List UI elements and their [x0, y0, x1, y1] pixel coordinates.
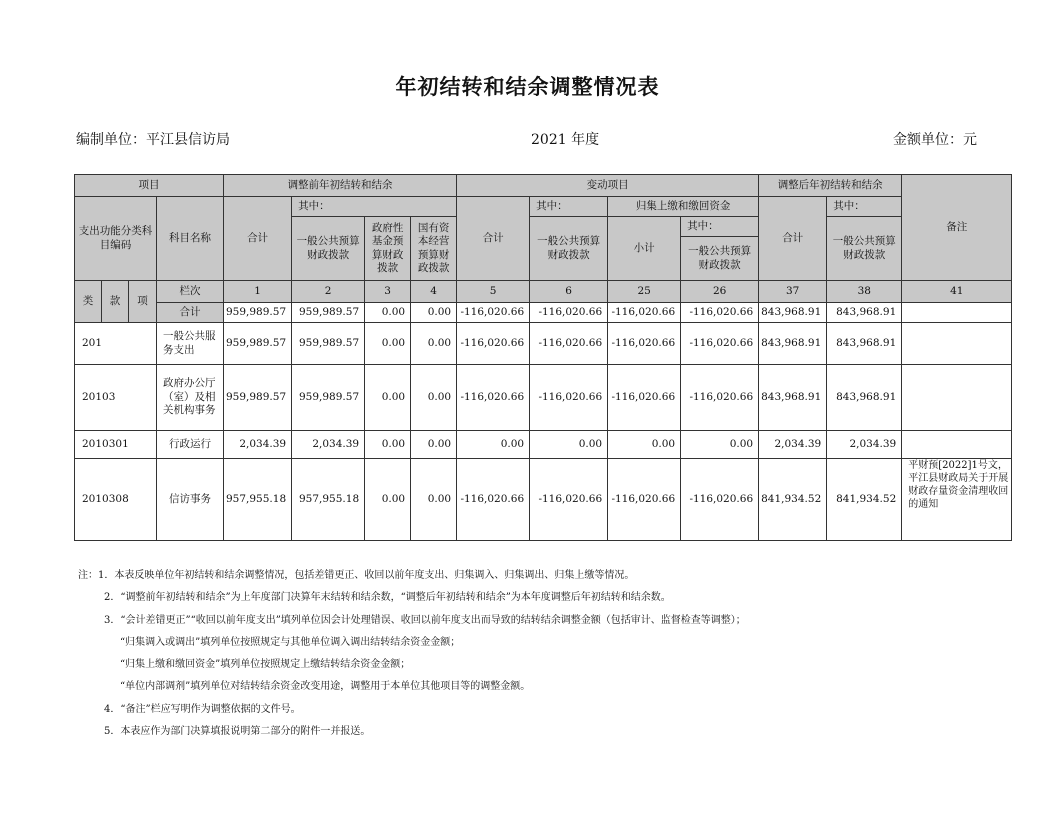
column-number: 5 — [457, 281, 530, 303]
row-subject-name: 一般公共服务支出 — [157, 323, 224, 365]
total-remark — [902, 303, 1012, 323]
row-value: 843,968.91 — [827, 323, 902, 365]
row-value: -116,020.66 — [681, 459, 759, 541]
note-line: 2．“调整前年初结转和结余”为上年度部门决算年末结转和结余数，“调整后年初结转和结余”为本年度调整后年初结转和结余数。 — [104, 592, 671, 604]
total-value: 843,968.91 — [827, 303, 902, 323]
row-subject-name: 行政运行 — [157, 431, 224, 459]
row-remark — [902, 365, 1012, 431]
compiling-unit: 编制单位：平江县信访局 — [76, 132, 230, 148]
row-value: 2,034.39 — [292, 431, 365, 459]
row-value: 0.00 — [530, 431, 608, 459]
row-value: -116,020.66 — [457, 323, 530, 365]
header-before-of-which: 其中： — [292, 197, 457, 217]
row-value: -116,020.66 — [530, 365, 608, 431]
note-line: 4．“备注”栏应写明作为调整依据的文件号。 — [104, 703, 301, 715]
row-value: 0.00 — [608, 431, 681, 459]
column-number: 25 — [608, 281, 681, 303]
row-value: -116,020.66 — [608, 459, 681, 541]
column-number: 26 — [681, 281, 759, 303]
note-line: “单位内部调剂”填列单位对结转结余资金改变用途，调整用于本单位其他项目等的调整金额。 — [120, 681, 531, 693]
header-gov-fund: 政府性基金预算财政拨款 — [365, 217, 411, 281]
row-value: 843,968.91 — [759, 365, 827, 431]
total-value: 0.00 — [411, 303, 457, 323]
header-subject-name: 科目名称 — [157, 197, 224, 281]
note-line: “归集上缴和缴回资金”填列单位按照规定上缴结转结余资金金额； — [120, 659, 411, 671]
currency-unit: 金额单位：元 — [893, 132, 977, 148]
row-value: 959,989.57 — [224, 365, 292, 431]
row-remark — [902, 323, 1012, 365]
header-return-general: 一般公共预算财政拨款 — [681, 237, 759, 281]
header-state-capital: 国有资本经营预算财政拨款 — [411, 217, 457, 281]
row-value: 959,989.57 — [292, 365, 365, 431]
row-value: 959,989.57 — [224, 323, 292, 365]
row-value: 0.00 — [411, 459, 457, 541]
page-title: 年初结转和结余调整情况表 — [395, 74, 660, 99]
row-value: 0.00 — [365, 459, 411, 541]
row-code: 20103 — [75, 365, 157, 431]
table-row — [75, 459, 1012, 541]
header-remark: 备注 — [902, 175, 1012, 281]
column-number: 38 — [827, 281, 902, 303]
row-code: 2010308 — [75, 459, 157, 541]
column-number: 6 — [530, 281, 608, 303]
total-value: 959,989.57 — [224, 303, 292, 323]
header-column-index-label: 栏次 — [157, 281, 224, 303]
row-value: -116,020.66 — [608, 323, 681, 365]
row-value: 957,955.18 — [224, 459, 292, 541]
row-value: 841,934.52 — [759, 459, 827, 541]
total-value: -116,020.66 — [457, 303, 530, 323]
header-after-total: 合计 — [759, 197, 827, 281]
header-change-of-which: 其中： — [530, 197, 608, 217]
header-return-subtotal: 小计 — [608, 217, 681, 281]
header-after-general: 一般公共预算财政拨款 — [827, 217, 902, 281]
row-value: 0.00 — [365, 431, 411, 459]
total-value: 843,968.91 — [759, 303, 827, 323]
row-value: 959,989.57 — [292, 323, 365, 365]
row-value: -116,020.66 — [608, 365, 681, 431]
header-before-adjustment: 调整前年初结转和结余 — [224, 175, 457, 197]
row-value: 0.00 — [411, 323, 457, 365]
total-value: 0.00 — [365, 303, 411, 323]
row-value: 0.00 — [411, 431, 457, 459]
row-value: 0.00 — [457, 431, 530, 459]
row-value: 0.00 — [681, 431, 759, 459]
row-remark — [902, 431, 1012, 459]
total-value: -116,020.66 — [530, 303, 608, 323]
column-number: 3 — [365, 281, 411, 303]
row-value: 843,968.91 — [759, 323, 827, 365]
total-label: 合计 — [157, 303, 224, 323]
header-return-funds: 归集上缴和缴回资金 — [608, 197, 759, 217]
header-change-total: 合计 — [457, 197, 530, 281]
adjustment-table — [74, 174, 1012, 541]
row-subject-name: 政府办公厅（室）及相关机构事务 — [157, 365, 224, 431]
row-value: 841,934.52 — [827, 459, 902, 541]
header-class-code: 支出功能分类科目编码 — [75, 197, 157, 281]
total-value: -116,020.66 — [608, 303, 681, 323]
total-row — [75, 303, 1012, 323]
header-before-total: 合计 — [224, 197, 292, 281]
row-value: 0.00 — [411, 365, 457, 431]
row-value: 2,034.39 — [759, 431, 827, 459]
row-value: -116,020.66 — [530, 323, 608, 365]
row-value: -116,020.66 — [457, 459, 530, 541]
header-xiang: 项 — [129, 281, 157, 323]
header-lei: 类 — [75, 281, 102, 323]
header-change-general: 一般公共预算财政拨款 — [530, 217, 608, 281]
notes-section — [78, 565, 1008, 743]
row-code: 201 — [75, 323, 157, 365]
row-value: 2,034.39 — [827, 431, 902, 459]
note-line: 3．“会计差错更正”“收回以前年度支出”填列单位因会计处理错误、收回以前年度支出而导致的结转结余调整金额（包括审计、监督检查等调整）； — [104, 614, 746, 626]
row-value: 957,955.18 — [292, 459, 365, 541]
table-row — [75, 323, 1012, 365]
header-item: 项目 — [75, 175, 224, 197]
column-number: 41 — [902, 281, 1012, 303]
total-value: 959,989.57 — [292, 303, 365, 323]
fiscal-year: 2021 年度 — [531, 132, 600, 148]
column-number: 4 — [411, 281, 457, 303]
row-value: 0.00 — [365, 365, 411, 431]
row-value: 843,968.91 — [827, 365, 902, 431]
header-kuan: 款 — [102, 281, 129, 323]
row-value: -116,020.66 — [530, 459, 608, 541]
header-change-items: 变动项目 — [457, 175, 759, 197]
row-remark: 平财预[2022]1号文，平江县财政局关于开展财政存量资金清理收回的通知 — [902, 459, 1012, 541]
row-value: -116,020.66 — [681, 323, 759, 365]
table-row — [75, 365, 1012, 431]
row-subject-name: 信访事务 — [157, 459, 224, 541]
column-number: 2 — [292, 281, 365, 303]
header-after-adjustment: 调整后年初结转和结余 — [759, 175, 902, 197]
note-line: 注：1．本表反映单位年初结转和结余调整情况，包括差错更正、收回以前年度支出、归集调入、归集调出、归集上缴等情况。 — [78, 570, 635, 581]
row-code: 2010301 — [75, 431, 157, 459]
row-value: -116,020.66 — [457, 365, 530, 431]
column-number: 1 — [224, 281, 292, 303]
row-value: -116,020.66 — [681, 365, 759, 431]
table-row — [75, 431, 1012, 459]
row-value: 0.00 — [365, 323, 411, 365]
header-before-general: 一般公共预算财政拨款 — [292, 217, 365, 281]
note-line: 5．本表应作为部门决算填报说明第二部分的附件一并报送。 — [104, 726, 371, 738]
note-line: “归集调入或调出”填列单位按照规定与其他单位调入调出结转结余资金金额； — [120, 636, 461, 648]
total-value: -116,020.66 — [681, 303, 759, 323]
header-after-of-which: 其中： — [827, 197, 902, 217]
column-number: 37 — [759, 281, 827, 303]
row-value: 2,034.39 — [224, 431, 292, 459]
header-return-of-which: 其中： — [681, 217, 759, 237]
